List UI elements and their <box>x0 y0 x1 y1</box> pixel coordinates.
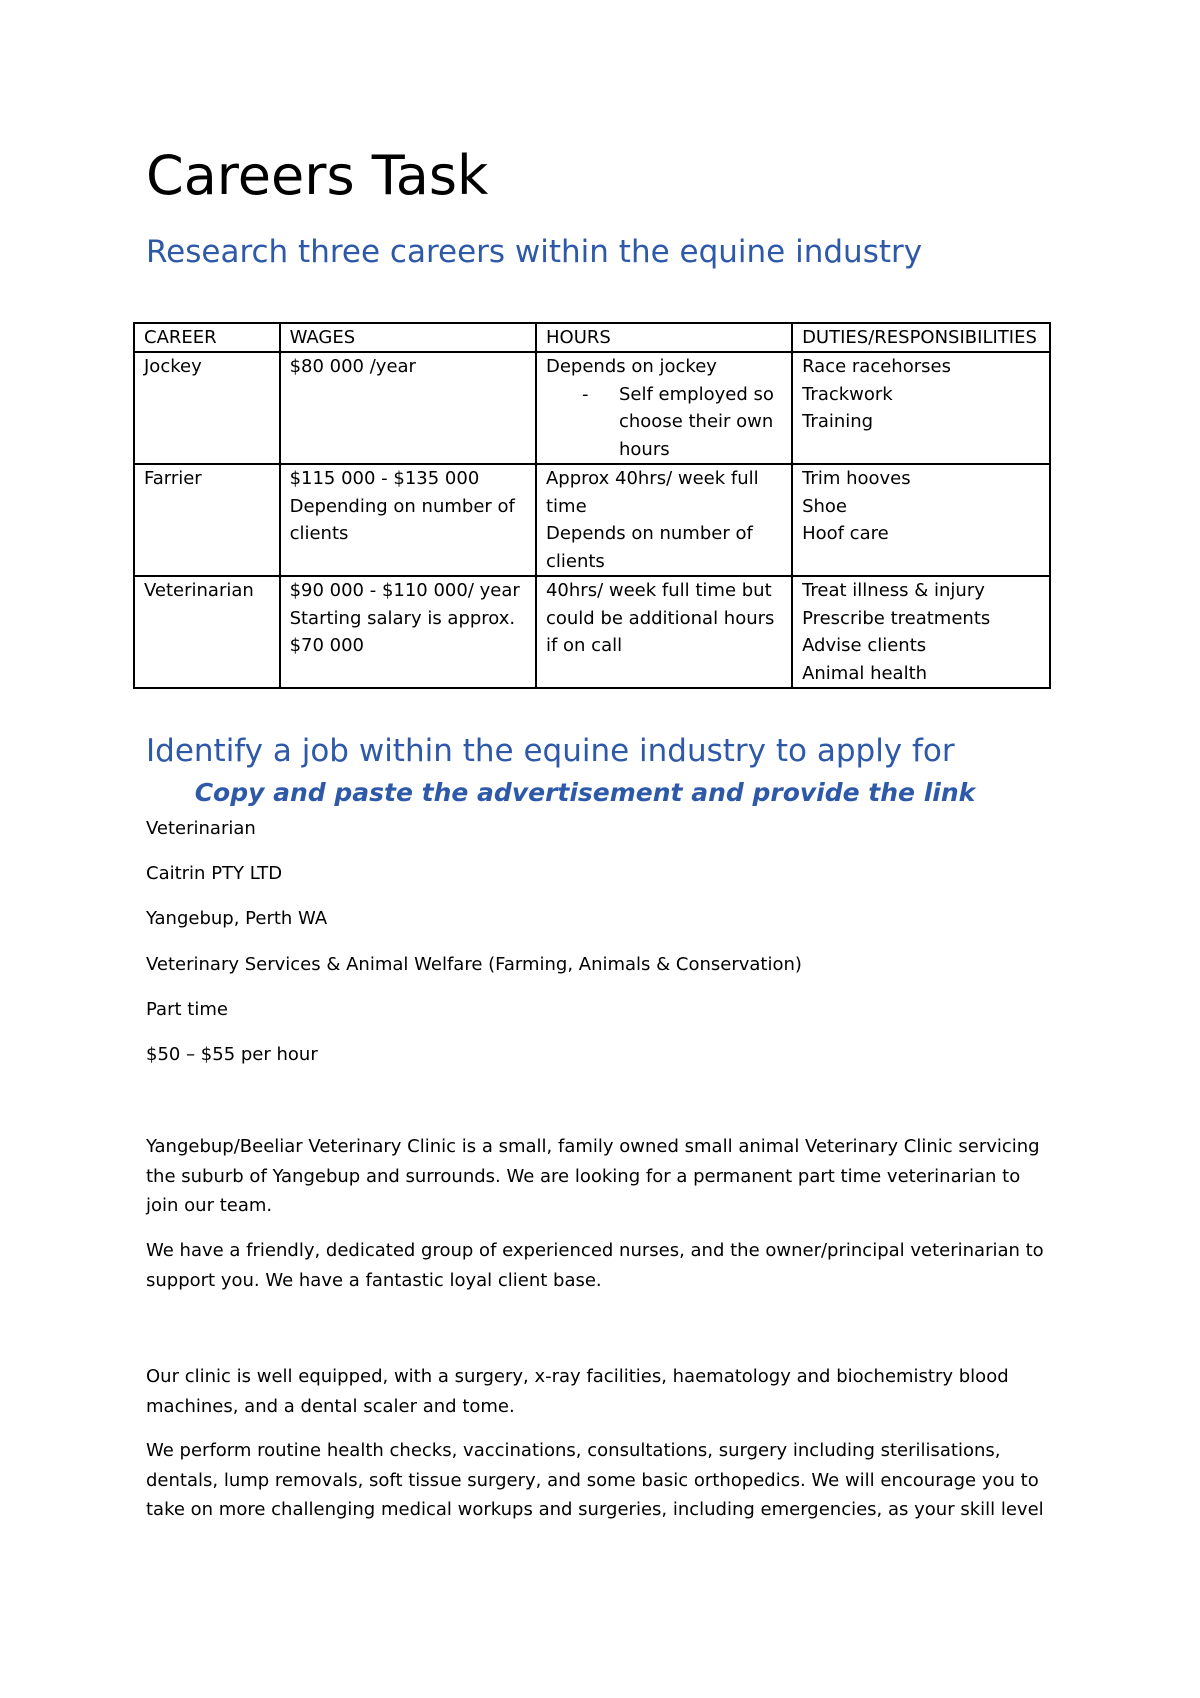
dash-bullet-icon: - <box>581 383 589 405</box>
wages-line: $115 000 - $135 000 <box>289 468 480 489</box>
table-header-row <box>134 323 1050 352</box>
ad-paragraph: Our clinic is well equipped, with a surgery, x-ray facilities, haematology and biochemistry blood machines, and a dental scaler and tome. <box>146 1366 1009 1417</box>
wages-line: Starting salary is approx. <box>289 607 516 629</box>
table-row <box>134 464 1050 576</box>
duty-line: Hoof care <box>802 523 889 544</box>
careers-table <box>133 322 1051 689</box>
job-section-subheading: Copy and paste the advertisement and provide the link <box>194 778 976 807</box>
hours-line: Depends on number of <box>545 523 753 544</box>
ad-position: Veterinarian <box>146 818 256 839</box>
ad-paragraph: We have a friendly, dedicated group of experienced nurses, and the owner/principal veterinarian to support you. We have a fantastic loyal client base. <box>146 1240 1044 1291</box>
hours-bullet <box>546 381 782 409</box>
ad-work-type: Part time <box>146 999 228 1020</box>
ad-category: Veterinary Services & Animal Welfare (Farming, Animals & Conservation) <box>146 954 802 975</box>
duty-line: Training <box>802 411 874 432</box>
table-row <box>134 352 1050 464</box>
ad-paragraph: Yangebup/Beeliar Veterinary Clinic is a small, family owned small animal Veterinary Clinic servicing the suburb of Yangebup and surrounds. We are looking for a permanent part time veterinarian to join our team. <box>146 1136 1040 1216</box>
duties-cell <box>792 576 1050 688</box>
duties-cell <box>792 464 1050 576</box>
hours-cell <box>536 352 792 464</box>
wages-line: clients <box>289 523 349 544</box>
duty-line: Trim hooves <box>802 468 911 489</box>
ad-paragraph: We perform routine health checks, vaccinations, consultations, surgery including sterilisations, dentals, lump removals, soft tissue surgery, and some basic orthopedics. We will encourage you to take on more challenging medical workups and surgeries, including emergencies, as your skill level <box>146 1440 1044 1520</box>
header-duties: DUTIES/RESPONSIBILITIES <box>792 323 1050 352</box>
hours-bullet-line: hours <box>618 438 670 460</box>
wages-cell <box>280 464 536 576</box>
wages-cell <box>280 352 536 464</box>
duty-line: Shoe <box>802 495 847 517</box>
career-cell <box>134 352 280 464</box>
header-career: CAREER <box>134 323 280 352</box>
duty-line: Race racehorses <box>802 356 951 377</box>
career-cell <box>134 576 280 688</box>
hours-line: clients <box>545 550 605 572</box>
hours-line: if on call <box>545 635 623 656</box>
hours-line: 40hrs/ week full time but <box>545 580 772 601</box>
hours-bullet-line: choose their own <box>618 411 774 432</box>
ad-company: Caitrin PTY LTD <box>146 863 283 884</box>
ad-location: Yangebup, Perth WA <box>146 908 328 929</box>
hours-cell <box>536 464 792 576</box>
hours-line: time <box>545 495 587 517</box>
hours-line: Approx 40hrs/ week full <box>545 468 759 489</box>
hours-line: Depends on jockey <box>545 356 717 377</box>
hours-cell <box>536 576 792 688</box>
career-name: Veterinarian <box>144 580 254 601</box>
wages-line: $90 000 - $110 000/ year <box>289 580 520 601</box>
duty-line: Advise clients <box>802 635 927 656</box>
duty-line: Animal health <box>802 662 928 684</box>
document-subtitle: Research three careers within the equine industry <box>146 234 923 270</box>
wages-line: $80 000 /year <box>289 356 416 377</box>
career-name: Farrier <box>144 468 202 489</box>
career-cell <box>134 464 280 576</box>
hours-bullet-cont <box>546 436 782 464</box>
job-section-heading: Identify a job within the equine industry to apply for <box>146 733 955 769</box>
header-wages: WAGES <box>280 323 536 352</box>
hours-bullet-cont <box>546 408 782 436</box>
header-hours: HOURS <box>536 323 792 352</box>
wages-line: $70 000 <box>289 635 365 656</box>
duties-cell <box>792 352 1050 464</box>
duty-line: Prescribe treatments <box>802 607 991 629</box>
duty-line: Treat illness & injury <box>802 580 985 601</box>
career-name: Jockey <box>144 356 202 377</box>
hours-line: could be additional hours <box>545 607 775 629</box>
document-title: Careers Task <box>146 144 489 207</box>
table-row <box>134 576 1050 688</box>
hours-bullet-line: Self employed so <box>618 383 774 405</box>
wages-cell <box>280 576 536 688</box>
ad-pay: $50 – $55 per hour <box>146 1044 318 1065</box>
wages-line: Depending on number of <box>289 495 515 517</box>
duty-line: Trackwork <box>802 383 893 405</box>
